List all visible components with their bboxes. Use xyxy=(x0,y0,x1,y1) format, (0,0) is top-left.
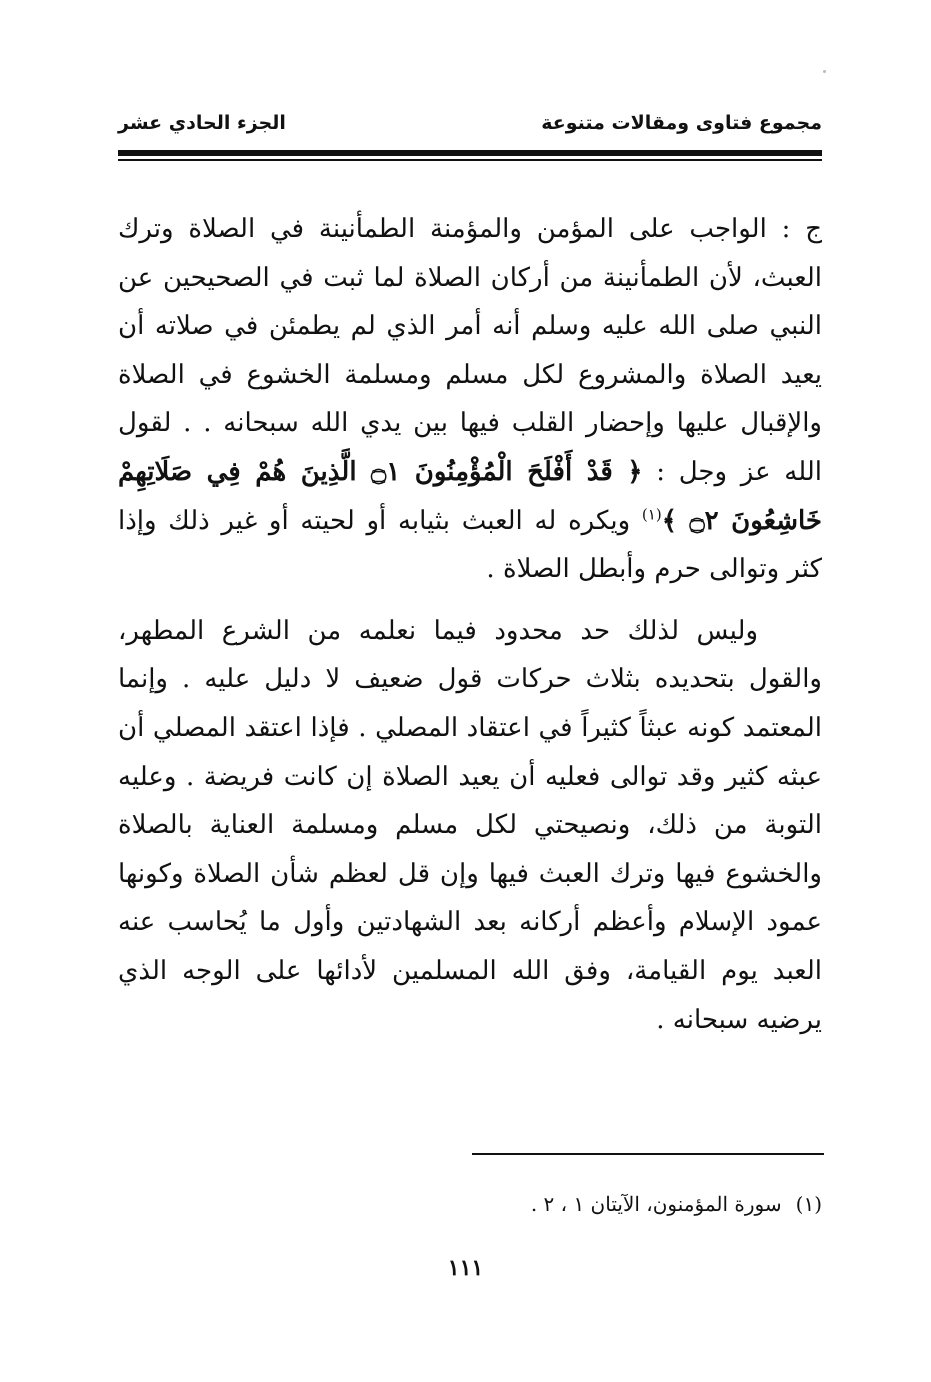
scan-speck xyxy=(823,70,826,73)
footnote-text: سورة المؤمنون، الآيتان ١ ، ٢ . xyxy=(530,1192,782,1216)
paragraph-answer xyxy=(118,205,822,594)
header-book-title: مجموع فتاوى ومقالات متنوعة xyxy=(541,112,822,134)
page-number: ١١١ xyxy=(447,1255,484,1281)
header-rule-thick xyxy=(118,150,822,156)
answer-text-start: ج : الواجب على المؤمن والمؤمنة الطمأنينة في الصلاة وترك العبث، لأن الطمأنينة من أركان الصلاة لما ثبت في الصحيحين عن النبي صلى الله عليه وسلم أنه أمر الذي لم يطمئن في صلاته أن يعيد الصلاة والمشروع لكل مسلم ومسلمة الخشوع في الصلاة والإقبال عليها وإحضار القلب فيها بين يدي الله سبحانه . . لقول الله عز وجل : xyxy=(118,214,822,487)
footnote-reference: (١) xyxy=(641,504,662,523)
main-text xyxy=(118,205,822,1044)
header-rule-thin xyxy=(118,159,822,161)
footnote-number: (١) xyxy=(795,1192,822,1216)
paragraph-ruling: وليس لذلك حد محدود فيما نعلمه من الشرع المطهر، والقول بتحديده بثلاث حركات قول ضعيف لا دليل عليه . وإنما المعتمد كونه عبثاً كثيراً في اعتقاد المصلي . فإذا اعتقد المصلي أن عبثه كثير وقد توالى فعليه أن يعيد الصلاة إن كانت فريضة . وعليه التوبة من ذلك، ونصيحتي لكل مسلم ومسلمة العناية بالصلاة والخشوع فيها وترك العبث فيها وإن قل لعظم شأن الصلاة وكونها عمود الإسلام وأعظم أركانه بعد الشهادتين وأول ما يُحاسب عنه العبد يوم القيامة، وفق الله المسلمين لأدائها على الوجه الذي يرضيه سبحانه . xyxy=(118,615,822,1035)
running-header xyxy=(118,112,822,148)
footnote xyxy=(300,1192,822,1216)
header-volume: الجزء الحادي عشر xyxy=(118,112,286,134)
footnote-separator xyxy=(472,1153,824,1155)
answer-text-end: ويكره له العبث بثيابه أو لحيته أو غير ذلك وإذا كثر وتوالى حرم وأبطل الصلاة . xyxy=(118,505,822,585)
quran-verse: ﴿ قَدْ أَفْلَحَ الْمُؤْمِنُونَ ۝١ الَّذِينَ هُمْ فِي صَلَاتِهِمْ خَاشِعُونَ ۝٢ ﴾ xyxy=(118,456,822,536)
